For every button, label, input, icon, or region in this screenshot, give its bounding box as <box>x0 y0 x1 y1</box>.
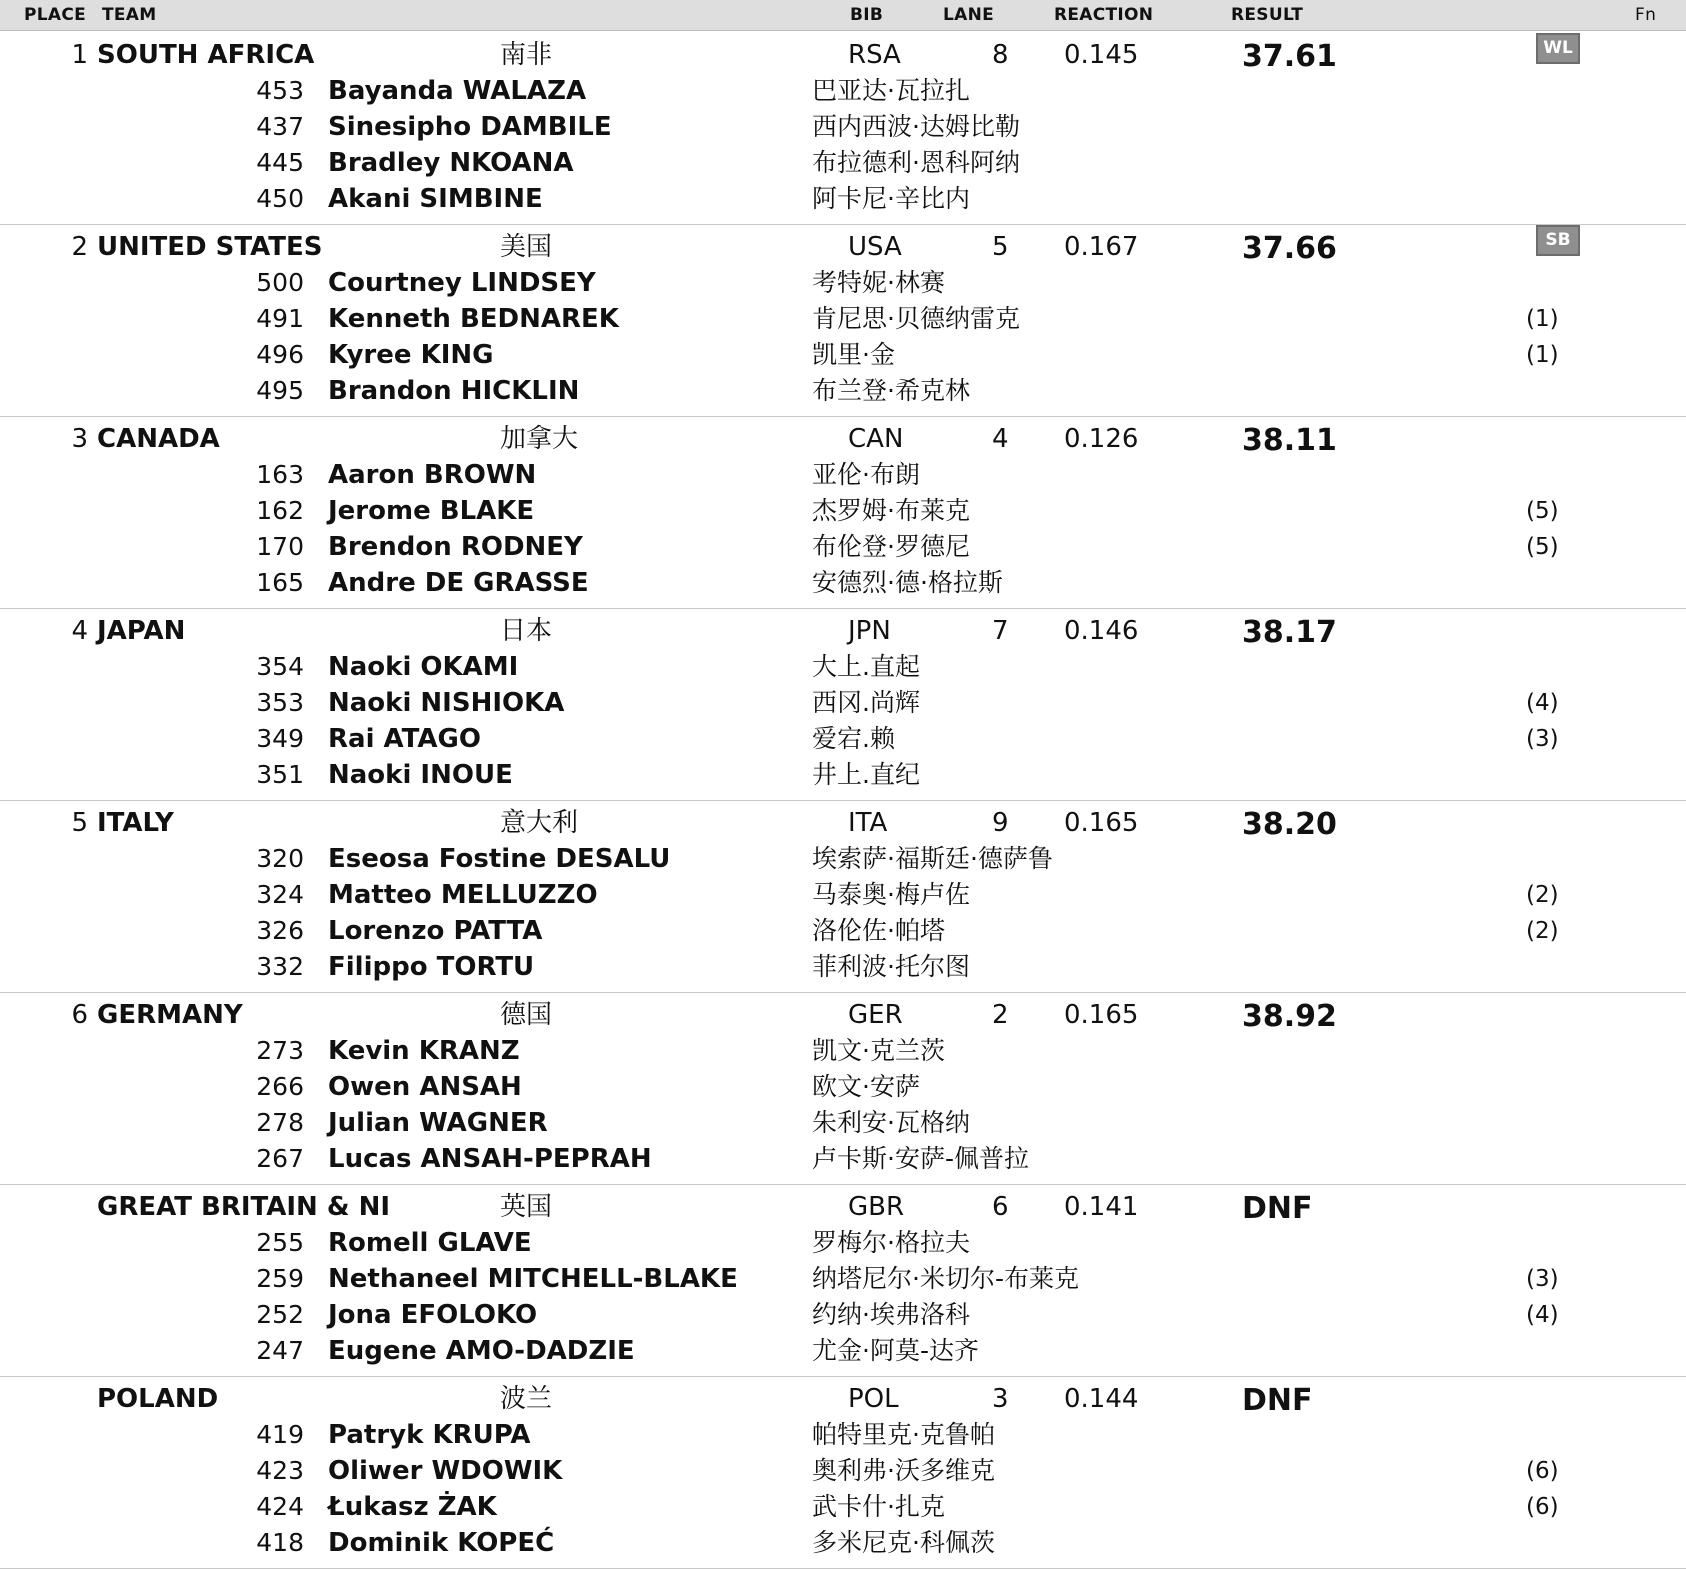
team-name-chinese: 南非 <box>500 40 553 70</box>
athlete-bib: 162 <box>256 496 304 525</box>
column-header-row <box>0 0 1686 31</box>
athlete-name: Bradley NKOANA <box>328 148 574 178</box>
team-reaction-time: 0.165 <box>1064 808 1139 838</box>
athlete-footnote: (3) <box>1526 1266 1559 1292</box>
athlete-bib: 349 <box>256 724 304 753</box>
athlete-bib: 165 <box>256 568 304 597</box>
athlete-row <box>0 1226 1686 1262</box>
athlete-bib: 247 <box>256 1336 304 1365</box>
athlete-name: Julian WAGNER <box>328 1108 548 1138</box>
team-reaction-time: 0.144 <box>1064 1384 1139 1414</box>
athlete-footnote: (5) <box>1526 534 1559 560</box>
athlete-bib: 259 <box>256 1264 304 1293</box>
athlete-name-chinese: 凯文·克兰茨 <box>812 1036 945 1065</box>
team-result-time: 37.61 <box>1242 39 1337 74</box>
team-result-time: 38.11 <box>1242 423 1337 458</box>
athlete-bib: 354 <box>256 652 304 681</box>
athlete-row <box>0 1490 1686 1526</box>
athlete-row <box>0 374 1686 410</box>
athlete-footnote: (2) <box>1526 918 1559 944</box>
athlete-name-chinese: 埃索萨·福斯廷·德萨鲁 <box>812 844 1053 873</box>
team-result-time: 38.92 <box>1242 999 1337 1034</box>
athlete-row <box>0 842 1686 878</box>
team-result-block <box>0 1184 1686 1377</box>
team-code: CAN <box>848 424 904 454</box>
athlete-name-chinese: 武卡什·扎克 <box>812 1492 945 1521</box>
athlete-name-chinese: 井上.直纪 <box>812 760 920 789</box>
team-result-block <box>0 800 1686 993</box>
athlete-bib: 255 <box>256 1228 304 1257</box>
team-place: 5 <box>71 808 88 838</box>
athlete-row <box>0 1262 1686 1298</box>
athlete-name-chinese: 洛伦佐·帕塔 <box>812 916 945 945</box>
athlete-name: Sinesipho DAMBILE <box>328 112 612 142</box>
athlete-name-chinese: 菲利波·托尔图 <box>812 952 970 981</box>
athlete-name-chinese: 爱宕.赖 <box>812 724 895 753</box>
team-place: 4 <box>71 616 88 646</box>
athlete-bib: 353 <box>256 688 304 717</box>
team-lane: 2 <box>992 1000 1009 1030</box>
team-lane: 6 <box>992 1192 1009 1222</box>
athlete-name: Naoki INOUE <box>328 760 513 790</box>
athlete-name-chinese: 朱利安·瓦格纳 <box>812 1108 970 1137</box>
athlete-row <box>0 1070 1686 1106</box>
team-place: 6 <box>71 1000 88 1030</box>
athlete-name-chinese: 阿卡尼·辛比内 <box>812 184 970 213</box>
athlete-bib: 266 <box>256 1072 304 1101</box>
athlete-name-chinese: 亚伦·布朗 <box>812 460 920 489</box>
athlete-footnote: (1) <box>1526 342 1559 368</box>
athlete-bib: 453 <box>256 76 304 105</box>
team-reaction-time: 0.145 <box>1064 40 1139 70</box>
athlete-name: Brandon HICKLIN <box>328 376 580 406</box>
athlete-footnote: (4) <box>1526 1302 1559 1328</box>
athlete-name: Nethaneel MITCHELL-BLAKE <box>328 1264 738 1294</box>
athlete-name: Lucas ANSAH-PEPRAH <box>328 1144 652 1174</box>
athlete-name-chinese: 卢卡斯·安萨-佩普拉 <box>812 1144 1029 1173</box>
team-lane: 8 <box>992 40 1009 70</box>
team-lane: 5 <box>992 232 1009 262</box>
athlete-row <box>0 758 1686 794</box>
athlete-bib: 326 <box>256 916 304 945</box>
team-name-chinese: 德国 <box>500 1000 553 1030</box>
athlete-name: Jona EFOLOKO <box>328 1300 538 1330</box>
athlete-row <box>0 110 1686 146</box>
athlete-row <box>0 458 1686 494</box>
athlete-bib: 267 <box>256 1144 304 1173</box>
athlete-name: Naoki OKAMI <box>328 652 519 682</box>
team-name: JAPAN <box>97 616 186 646</box>
athlete-row <box>0 878 1686 914</box>
team-code: GER <box>848 1000 903 1030</box>
athlete-bib: 252 <box>256 1300 304 1329</box>
athlete-bib: 491 <box>256 304 304 333</box>
team-name-chinese: 美国 <box>500 232 553 262</box>
athlete-row <box>0 302 1686 338</box>
athlete-name-chinese: 考特妮·林赛 <box>812 268 945 297</box>
athlete-footnote: (1) <box>1526 306 1559 332</box>
athlete-bib: 332 <box>256 952 304 981</box>
team-name: POLAND <box>97 1384 219 1414</box>
team-result-time: 38.20 <box>1242 807 1337 842</box>
athlete-footnote: (2) <box>1526 882 1559 908</box>
athlete-name: Naoki NISHIOKA <box>328 688 565 718</box>
team-name: UNITED STATES <box>97 232 323 262</box>
team-lane: 9 <box>992 808 1009 838</box>
team-place: 2 <box>71 232 88 262</box>
athlete-name: Patryk KRUPA <box>328 1420 531 1450</box>
team-reaction-time: 0.167 <box>1064 232 1139 262</box>
team-reaction-time: 0.165 <box>1064 1000 1139 1030</box>
athlete-footnote: (3) <box>1526 726 1559 752</box>
athlete-bib: 424 <box>256 1492 304 1521</box>
athlete-footnote: (4) <box>1526 690 1559 716</box>
athlete-name-chinese: 欧文·安萨 <box>812 1072 920 1101</box>
team-code: JPN <box>848 616 891 646</box>
athlete-row <box>0 494 1686 530</box>
header-fn: Fn <box>1635 5 1657 25</box>
team-result-block <box>0 1376 1686 1569</box>
athlete-name: Courtney LINDSEY <box>328 268 596 298</box>
athlete-name: Owen ANSAH <box>328 1072 522 1102</box>
team-code: GBR <box>848 1192 905 1222</box>
athlete-bib: 418 <box>256 1528 304 1557</box>
athlete-bib: 320 <box>256 844 304 873</box>
athlete-row <box>0 1142 1686 1178</box>
team-result-time: 38.17 <box>1242 615 1337 650</box>
team-name: GERMANY <box>97 1000 243 1030</box>
athlete-bib: 419 <box>256 1420 304 1449</box>
athlete-name: Bayanda WALAZA <box>328 76 587 106</box>
team-code: USA <box>848 232 902 262</box>
athlete-name: Eseosa Fostine DESALU <box>328 844 671 874</box>
athlete-name: Eugene AMO-DADZIE <box>328 1336 635 1366</box>
athlete-bib: 278 <box>256 1108 304 1137</box>
team-code: POL <box>848 1384 899 1414</box>
athlete-bib: 423 <box>256 1456 304 1485</box>
athlete-name: Akani SIMBINE <box>328 184 543 214</box>
athlete-bib: 496 <box>256 340 304 369</box>
team-name-chinese: 波兰 <box>500 1384 553 1414</box>
athlete-footnote: (6) <box>1526 1458 1559 1484</box>
athlete-row <box>0 1334 1686 1370</box>
team-result-time: 37.66 <box>1242 231 1337 266</box>
athlete-name-chinese: 西内西波·达姆比勒 <box>812 112 1020 141</box>
athlete-row <box>0 1106 1686 1142</box>
team-name-chinese: 加拿大 <box>500 424 579 454</box>
athlete-name-chinese: 大上.直起 <box>812 652 920 681</box>
athlete-row <box>0 722 1686 758</box>
team-reaction-time: 0.126 <box>1064 424 1139 454</box>
athlete-bib: 170 <box>256 532 304 561</box>
athlete-name-chinese: 布兰登·希克林 <box>812 376 970 405</box>
athlete-bib: 437 <box>256 112 304 141</box>
athlete-row <box>0 1298 1686 1334</box>
athlete-name: Brendon RODNEY <box>328 532 583 562</box>
athlete-bib: 351 <box>256 760 304 789</box>
athlete-row <box>0 338 1686 374</box>
athlete-row <box>0 182 1686 218</box>
team-result-block <box>0 32 1686 225</box>
athlete-name-chinese: 安德烈·德·格拉斯 <box>812 568 1003 597</box>
team-result-block <box>0 416 1686 609</box>
team-name: SOUTH AFRICA <box>97 40 315 70</box>
athlete-bib: 445 <box>256 148 304 177</box>
header-lane: LANE <box>943 5 995 25</box>
header-bib: BIB <box>850 5 884 25</box>
team-result-time: DNF <box>1242 1191 1313 1226</box>
athlete-name: Łukasz ŻAK <box>328 1492 497 1522</box>
athlete-name: Romell GLAVE <box>328 1228 532 1258</box>
team-lane: 7 <box>992 616 1009 646</box>
athlete-row <box>0 146 1686 182</box>
athlete-name: Lorenzo PATTA <box>328 916 543 946</box>
athlete-name-chinese: 肯尼思·贝德纳雷克 <box>812 304 1020 333</box>
team-name: ITALY <box>97 808 174 838</box>
athlete-name-chinese: 布拉德利·恩科阿纳 <box>812 148 1020 177</box>
team-name: CANADA <box>97 424 220 454</box>
athlete-name-chinese: 杰罗姆·布莱克 <box>812 496 970 525</box>
athlete-name-chinese: 多米尼克·科佩茨 <box>812 1528 995 1557</box>
athlete-footnote: (5) <box>1526 498 1559 524</box>
athlete-name: Kyree KING <box>328 340 494 370</box>
athlete-name: Rai ATAGO <box>328 724 481 754</box>
athlete-bib: 500 <box>256 268 304 297</box>
athlete-name-chinese: 巴亚达·瓦拉扎 <box>812 76 970 105</box>
athlete-row <box>0 950 1686 986</box>
athlete-name: Jerome BLAKE <box>328 496 535 526</box>
header-team: TEAM <box>102 5 157 25</box>
athlete-name: Matteo MELLUZZO <box>328 880 598 910</box>
team-place: 1 <box>71 40 88 70</box>
team-place: 3 <box>71 424 88 454</box>
header-result: RESULT <box>1231 5 1304 25</box>
team-result-block <box>0 608 1686 801</box>
athlete-name-chinese: 尤金·阿莫-达齐 <box>812 1336 979 1365</box>
athlete-row <box>0 1454 1686 1490</box>
athlete-name-chinese: 布伦登·罗德尼 <box>812 532 970 561</box>
team-code: ITA <box>848 808 888 838</box>
athlete-name-chinese: 奥利弗·沃多维克 <box>812 1456 995 1485</box>
athlete-row <box>0 1034 1686 1070</box>
team-name-chinese: 日本 <box>500 616 553 646</box>
header-reaction: REACTION <box>1054 5 1154 25</box>
athlete-row <box>0 914 1686 950</box>
team-name-chinese: 英国 <box>500 1192 553 1222</box>
athlete-name: Kenneth BEDNAREK <box>328 304 619 334</box>
athlete-footnote: (6) <box>1526 1494 1559 1520</box>
athlete-row <box>0 74 1686 110</box>
athlete-name: Filippo TORTU <box>328 952 535 982</box>
athlete-row <box>0 266 1686 302</box>
athlete-row <box>0 650 1686 686</box>
athlete-name-chinese: 帕特里克·克鲁帕 <box>812 1420 995 1449</box>
athlete-name: Aaron BROWN <box>328 460 537 490</box>
record-badge: WL <box>1536 33 1580 64</box>
athlete-row <box>0 686 1686 722</box>
athlete-bib: 450 <box>256 184 304 213</box>
athlete-name-chinese: 罗梅尔·格拉夫 <box>812 1228 970 1257</box>
athlete-row <box>0 1526 1686 1562</box>
team-result-block <box>0 224 1686 417</box>
athlete-bib: 324 <box>256 880 304 909</box>
team-name: GREAT BRITAIN & NI <box>97 1192 391 1222</box>
athlete-bib: 495 <box>256 376 304 405</box>
athlete-name: Andre DE GRASSE <box>328 568 589 598</box>
athlete-row <box>0 566 1686 602</box>
header-place: PLACE <box>24 5 87 25</box>
athlete-name: Dominik KOPEĆ <box>328 1528 555 1558</box>
athlete-name-chinese: 约纳·埃弗洛科 <box>812 1300 970 1329</box>
record-badge: SB <box>1536 225 1580 256</box>
athlete-name-chinese: 西冈.尚辉 <box>812 688 920 717</box>
team-lane: 4 <box>992 424 1009 454</box>
team-result-block <box>0 992 1686 1185</box>
team-name-chinese: 意大利 <box>500 808 579 838</box>
team-result-time: DNF <box>1242 1383 1313 1418</box>
athlete-row <box>0 530 1686 566</box>
athlete-name-chinese: 马泰奥·梅卢佐 <box>812 880 970 909</box>
athlete-row <box>0 1418 1686 1454</box>
team-lane: 3 <box>992 1384 1009 1414</box>
team-reaction-time: 0.141 <box>1064 1192 1139 1222</box>
athlete-name: Oliwer WDOWIK <box>328 1456 563 1486</box>
team-code: RSA <box>848 40 901 70</box>
athlete-name-chinese: 纳塔尼尔·米切尔-布莱克 <box>812 1264 1079 1293</box>
team-reaction-time: 0.146 <box>1064 616 1139 646</box>
athlete-name-chinese: 凯里·金 <box>812 340 895 369</box>
athlete-bib: 163 <box>256 460 304 489</box>
athlete-bib: 273 <box>256 1036 304 1065</box>
athlete-name: Kevin KRANZ <box>328 1036 520 1066</box>
